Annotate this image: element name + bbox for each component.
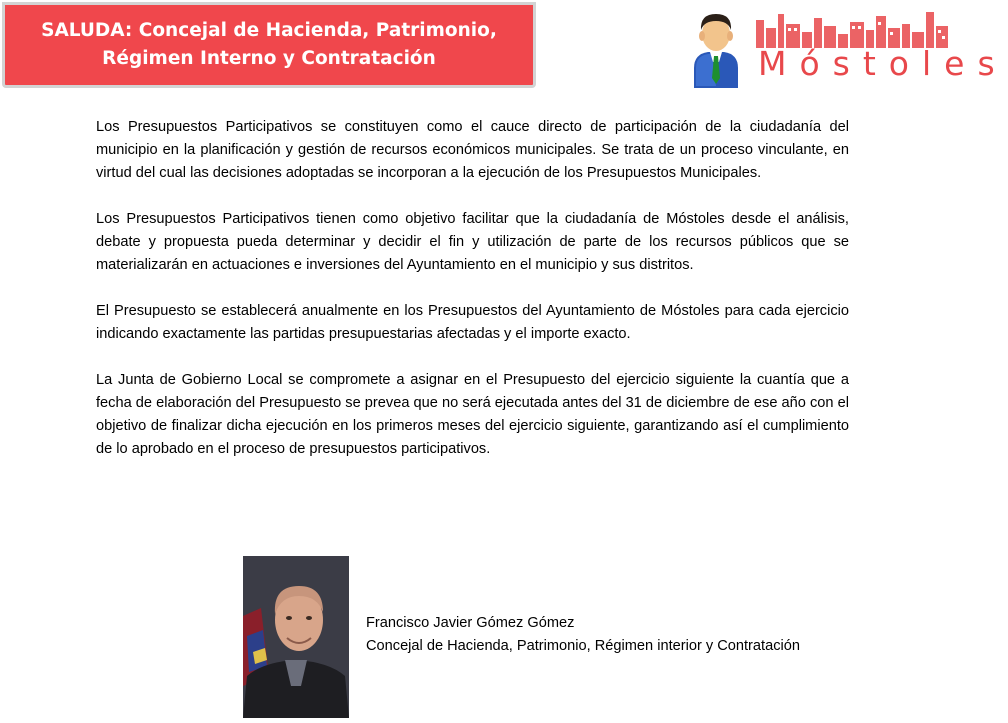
title-banner — [2, 2, 536, 88]
paragraph: Los Presupuestos Participativos se constituyen como el cauce directo de participación de la ciudadanía del municipio en la planificación y gestión de recursos económicos municipales. Se trata de un proceso vinculante, en virtud del cual las decisiones adoptadas se incorporan a la ejecución de los Presupuestos Municipales. — [96, 119, 849, 181]
main-content — [96, 116, 849, 484]
title-line-2: Régimen Interno y Contratación — [102, 48, 436, 69]
paragraph: Los Presupuestos Participativos tienen como objetivo facilitar que la ciudadanía de Móstoles desde el análisis, debate y propuesta pueda determinar y decidir el fin y utilización de parte de los recursos públicos que se materializarán en actuaciones e inversiones del Ayuntamiento en el municipio y sus distritos. — [96, 211, 849, 273]
businessman-avatar-icon — [688, 6, 744, 88]
logo-wordmark: Móstoles — [758, 44, 1008, 83]
signature-name: Francisco Javier Gómez Gómez — [366, 615, 575, 631]
page-title — [41, 17, 497, 73]
signature-block — [366, 612, 800, 658]
paragraph: El Presupuesto se establecerá anualmente en los Presupuestos del Ayuntamiento de Móstoles para cada ejercicio indicando exactamente las partidas presupuestarias afectadas y el importe exacto. — [96, 303, 849, 342]
title-line-1: SALUDA: Concejal de Hacienda, Patrimonio, — [41, 20, 497, 41]
councillor-photo — [243, 556, 349, 718]
mostoles-logo — [688, 6, 1008, 90]
paragraph: La Junta de Gobierno Local se compromete a asignar en el Presupuesto del ejercicio siguiente la cuantía que a fecha de elaboración del Presupuesto se prevea que no será ejecutada antes del 31 de diciembre de ese año con el objetivo de finalizar dicha ejecución en los primeros meses del ejercicio siguiente, garantizando así el cumplimiento de lo aprobado en el proceso de presupuestos participativos. — [96, 372, 849, 457]
signature-role: Concejal de Hacienda, Patrimonio, Régimen interior y Contratación — [366, 638, 800, 654]
city-skyline-graphic — [754, 8, 950, 48]
